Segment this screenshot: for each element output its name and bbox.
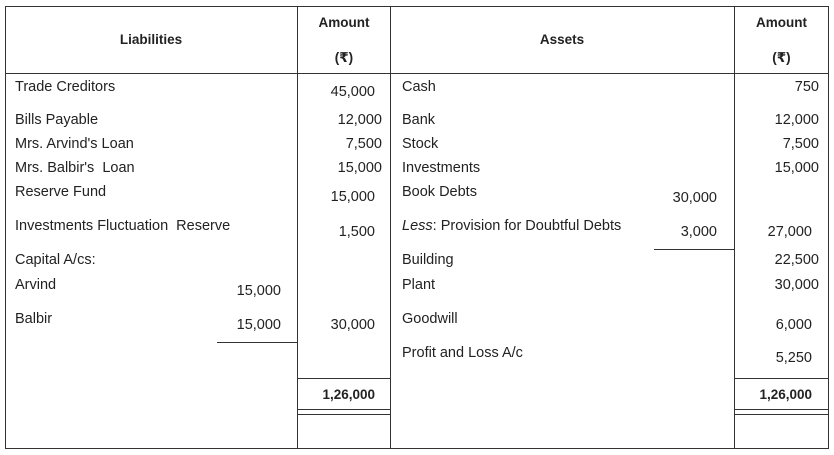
liab-label-capital-heading: Capital A/cs: <box>15 252 96 268</box>
liab-label-ifr: Investments Fluctuation Reserve <box>15 218 231 234</box>
asset-label-provision <box>402 217 621 235</box>
asset-amount-cash: 750 <box>794 79 819 95</box>
liab-amount-ifr: 1,500 <box>338 224 375 240</box>
provision-subtotal-rule <box>654 249 734 250</box>
asset-label-book-debts: Book Debts <box>402 184 477 200</box>
header-divider <box>5 73 829 74</box>
liab-amount-arvind-loan: 7,500 <box>345 136 382 152</box>
header-asset-amount: Amount <box>756 15 807 30</box>
table-top-border <box>5 6 829 7</box>
provision-label-rest: : Provision for Doubtful Debts <box>432 218 622 234</box>
liab-amount-right-border <box>390 6 391 449</box>
asset-total: 1,26,000 <box>759 387 812 402</box>
asset-inner-book-debts: 30,000 <box>672 190 717 206</box>
header-assets: Assets <box>539 32 585 47</box>
asset-amount-book-debts-net: 27,000 <box>767 224 812 240</box>
liab-total-bottom-rule-2 <box>297 414 391 415</box>
header-asset-currency: (₹) <box>772 50 791 65</box>
liab-label-bills-payable: Bills Payable <box>15 112 99 128</box>
asset-amount-goodwill: 6,000 <box>775 317 812 333</box>
header-liabilities: Liabilities <box>119 32 183 47</box>
liab-label-balbir: Balbir <box>15 311 53 327</box>
liab-amount-capital: 30,000 <box>330 317 375 333</box>
liab-inner-arvind: 15,000 <box>236 283 281 299</box>
liab-amount-reserve-fund: 15,000 <box>330 189 375 205</box>
asset-label-building: Building <box>402 252 454 268</box>
asset-amount-bank: 12,000 <box>774 112 819 128</box>
header-liab-currency: (₹) <box>334 50 354 65</box>
asset-label-investments: Investments <box>402 160 481 176</box>
asset-total-top-rule <box>734 378 829 379</box>
liab-inner-balbir: 15,000 <box>236 317 281 333</box>
asset-label-pl: Profit and Loss A/c <box>402 345 523 361</box>
liab-label-arvind-loan: Mrs. Arvind's Loan <box>15 136 134 152</box>
asset-total-bottom-rule-1 <box>734 409 829 410</box>
liab-label-reserve-fund: Reserve Fund <box>15 184 107 200</box>
asset-label-goodwill: Goodwill <box>402 311 458 327</box>
liab-amount-balbir-loan: 15,000 <box>337 160 382 176</box>
asset-label-plant: Plant <box>402 277 436 293</box>
liab-total-bottom-rule-1 <box>297 409 391 410</box>
asset-total-bottom-rule-2 <box>734 414 829 415</box>
table-bottom-border <box>5 448 829 449</box>
asset-amount-investments: 15,000 <box>774 160 819 176</box>
asset-label-bank: Bank <box>402 112 436 128</box>
liab-label-balbir-loan: Mrs. Balbir's Loan <box>15 160 135 176</box>
liab-amount-trade-creditors: 45,000 <box>330 84 375 100</box>
balbir-subtotal-rule <box>217 342 297 343</box>
asset-amount-pl: 5,250 <box>775 350 812 366</box>
table-right-border <box>828 6 829 449</box>
asset-amount-plant: 30,000 <box>774 277 819 293</box>
liab-amount-bills-payable: 12,000 <box>337 112 382 128</box>
asset-amount-building: 22,500 <box>774 252 819 268</box>
liab-label-trade-creditors: Trade Creditors <box>15 79 116 95</box>
table-left-border <box>5 6 6 449</box>
asset-inner-provision: 3,000 <box>680 224 717 240</box>
liab-label-arvind: Arvind <box>15 277 57 293</box>
liab-total: 1,26,000 <box>322 387 375 402</box>
header-liab-amount: Amount <box>318 15 370 30</box>
provision-less-prefix: Less <box>402 218 433 234</box>
asset-amount-stock: 7,500 <box>782 136 819 152</box>
asset-label-stock: Stock <box>402 136 439 152</box>
liab-total-top-rule <box>297 378 391 379</box>
asset-label-cash: Cash <box>402 79 436 95</box>
